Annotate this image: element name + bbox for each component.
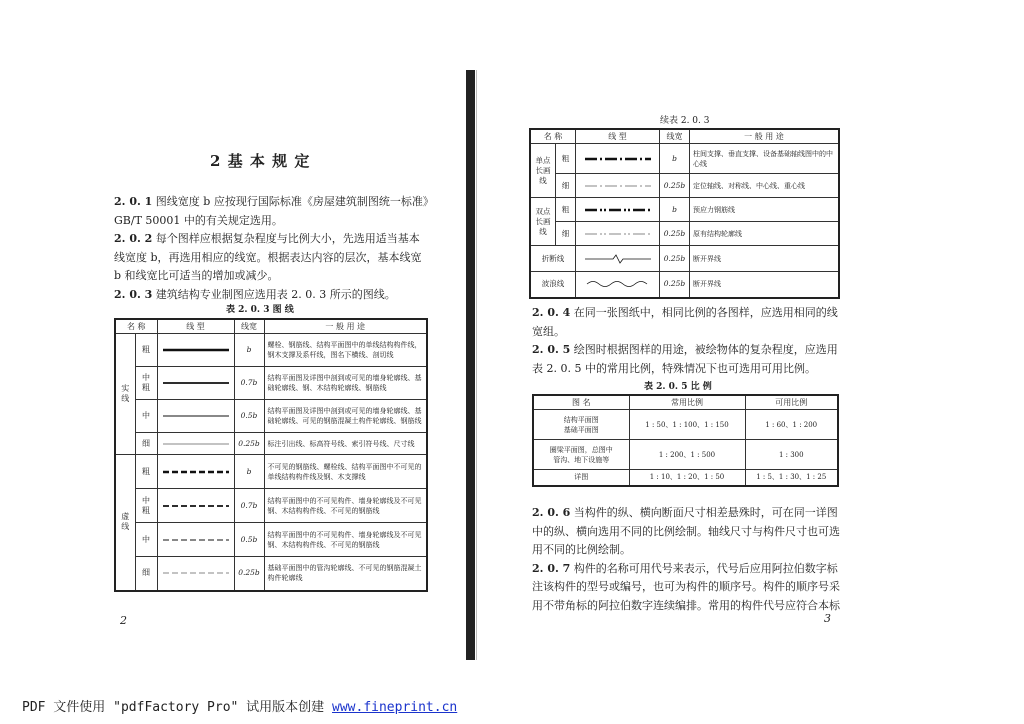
paragraph-text: 建筑结构专业制图应选用表 2. 0. 3 所示的图线。 <box>155 287 396 301</box>
paragraph-line <box>532 341 838 359</box>
paragraph-line <box>114 249 422 267</box>
paragraph-line <box>114 193 434 211</box>
line-sample-icon <box>583 254 653 264</box>
line-width: 0.5b <box>234 400 264 433</box>
footer-text: PDF 文件使用 "pdfFactory Pro" 试用版本创建 <box>22 700 333 715</box>
drawing-name: 圈梁平面图，总图中 管沟、地下设施等 <box>533 440 629 470</box>
group-name: 实线 <box>115 334 135 455</box>
drawing-name: 详图 <box>533 470 629 486</box>
line-use: 螺栓、钢筋线、结构平面图中的单线结构构件线，钢木支撑及系杆线，图名下横线、剖切线 <box>264 334 427 367</box>
line-width: 0.7b <box>234 489 264 523</box>
line-width: 0.25b <box>660 174 690 198</box>
paragraph-text: 用不带角标的阿拉伯数字连续编排。常用的构件代号应符合本标 <box>532 598 840 612</box>
table-row <box>530 222 839 246</box>
line-use: 预应力钢筋线 <box>690 198 840 222</box>
alt-scale: 1 : 60、1 : 200 <box>745 410 838 440</box>
line-width: 0.25b <box>234 433 264 455</box>
table-row <box>533 410 838 440</box>
line-sample-icon <box>583 205 653 215</box>
paragraph-text: GB/T 50001 中的有关规定选用。 <box>114 213 283 227</box>
line-width: 0.25b <box>660 246 690 272</box>
table-row <box>533 470 838 486</box>
table-row <box>115 367 427 400</box>
sub-name: 粗 <box>556 144 576 174</box>
col-header-width: 线宽 <box>660 129 690 144</box>
section-number: 2. 0. 3 <box>114 287 153 301</box>
line-sample <box>157 433 234 455</box>
scale-table <box>532 394 839 487</box>
paragraph-line <box>532 560 838 578</box>
paragraph-text: 宽组。 <box>532 324 565 338</box>
line-sample-icon <box>161 467 231 477</box>
line-sample <box>157 455 234 489</box>
sub-name: 中 <box>135 400 157 433</box>
chapter-heading: 2 基 本 规 定 <box>210 152 311 170</box>
table-row <box>115 400 427 433</box>
paragraph-text: 线宽度 b，再选用相应的线宽。根据表达内容的层次，基本线宽 <box>114 250 422 264</box>
sub-name: 细 <box>556 174 576 198</box>
line-sample-icon <box>161 568 231 578</box>
drawing-name: 结构平面图 基础平面图 <box>533 410 629 440</box>
table-row <box>530 198 839 222</box>
line-sample <box>576 222 660 246</box>
section-number: 2. 0. 4 <box>532 306 571 319</box>
line-type-table-continued <box>529 128 840 299</box>
common-scale: 1 : 10、1 : 20、1 : 50 <box>629 470 745 486</box>
paragraph-line <box>532 578 840 596</box>
sub-name: 粗 <box>135 455 157 489</box>
row-name: 波浪线 <box>530 272 576 298</box>
line-sample-icon <box>583 229 653 239</box>
paragraph-text: 用不同的比例绘制。 <box>532 543 631 556</box>
line-sample-icon <box>161 535 231 545</box>
line-width: b <box>234 334 264 367</box>
line-width: 0.25b <box>660 272 690 298</box>
col-header-use: 一 般 用 途 <box>690 129 840 144</box>
line-sample <box>576 246 660 272</box>
line-sample <box>157 334 234 367</box>
line-sample <box>157 367 234 400</box>
section-number: 2. 0. 5 <box>532 343 571 356</box>
line-use: 结构平面图及详图中剖到或可见的墙身轮廓线、基础轮廓线、钢、木结构轮廓线、钢筋线 <box>264 367 427 400</box>
line-use: 原有结构轮廓线 <box>690 222 840 246</box>
paragraph-line <box>532 323 565 341</box>
line-type-table <box>114 318 428 592</box>
line-use: 柱间支撑、垂直支撑、设备基础轴线图中的中心线 <box>690 144 840 174</box>
sub-name: 细 <box>556 222 576 246</box>
line-use: 断开界线 <box>690 246 840 272</box>
paragraph-text: 每个图样应根据复杂程度与比例大小，先选用适当基本 <box>155 232 420 245</box>
line-use: 结构平面图中的不可见构件、墙身轮廓线及不可见钢、木结构构件线、不可见的钢筋线 <box>264 489 427 523</box>
col-header-type: 线 型 <box>157 319 234 334</box>
line-width: b <box>660 198 690 222</box>
sub-name: 中粗 <box>135 367 157 400</box>
paragraph-text: 在同一张图纸中，相同比例的各图样，应选用相同的线 <box>573 306 838 319</box>
col-header-common: 常用比例 <box>629 395 745 410</box>
paragraph-text: 绘图时根据图样的用途，被绘物体的复杂程度，应选用 <box>573 343 838 356</box>
paragraph-text: 当构件的纵、横向断面尺寸相差悬殊时，可在同一详图 <box>573 506 838 519</box>
sub-name: 中 <box>135 523 157 557</box>
line-width: 0.7b <box>234 367 264 400</box>
sub-name: 中粗 <box>135 489 157 523</box>
line-width: b <box>660 144 690 174</box>
table-row <box>533 440 838 470</box>
line-use: 不可见的钢筋线、螺栓线、结构平面图中不可见的单线结构构件线及钢、木支撑线 <box>264 455 427 489</box>
col-header-width: 线宽 <box>234 319 264 334</box>
paragraph-line <box>532 304 838 322</box>
pdf-footer <box>22 696 457 715</box>
book-spine <box>466 70 475 660</box>
footer-link[interactable]: www.fineprint.cn <box>332 700 458 715</box>
table-row <box>530 272 839 298</box>
line-sample <box>576 272 660 298</box>
paragraph-line <box>532 360 816 378</box>
table-row <box>530 144 839 174</box>
paragraph-line <box>532 541 631 559</box>
line-sample <box>576 144 660 174</box>
paragraph-line <box>114 212 283 230</box>
page-number-left: 2 <box>120 614 127 627</box>
line-sample-icon <box>161 411 231 421</box>
table-row <box>115 455 427 489</box>
continued-table-caption: 续表 2. 0. 3 <box>660 116 710 126</box>
line-sample-icon <box>161 345 231 355</box>
book-spine-shadow <box>476 70 477 660</box>
table-row <box>115 334 427 367</box>
line-sample <box>157 400 234 433</box>
line-sample-icon <box>583 181 653 191</box>
line-width: 0.25b <box>660 222 690 246</box>
paragraph-line <box>114 230 420 248</box>
paragraph-text: 注该构件的型号或编号，也可为构件的顺序号。构件的顺序号采 <box>532 580 840 593</box>
table-row <box>115 557 427 591</box>
row-name: 折断线 <box>530 246 576 272</box>
scale-table-caption: 表 2. 0. 5 比 例 <box>644 382 712 392</box>
paragraph-text: 图线宽度 b 应按现行国际标准《房屋建筑制图统一标准》 <box>155 195 434 208</box>
line-width: b <box>234 455 264 489</box>
paragraph-line <box>532 523 840 541</box>
table-row <box>530 174 839 198</box>
line-width: 0.5b <box>234 523 264 557</box>
sub-name: 细 <box>135 433 157 455</box>
paragraph-line <box>114 286 396 304</box>
line-use: 基础平面图中的管沟轮廓线、不可见的钢筋混凝土构件轮廓线 <box>264 557 427 591</box>
line-use: 结构平面图及详图中剖到或可见的墙身轮廓线、基础轮廓线、可见的钢筋混凝土构件轮廓线、钢筋线 <box>264 400 427 433</box>
common-scale: 1 : 50、1 : 100、1 : 150 <box>629 410 745 440</box>
col-header-use: 一 般 用 途 <box>264 319 427 334</box>
section-number: 2. 0. 7 <box>532 561 571 575</box>
line-sample-icon <box>161 439 231 449</box>
alt-scale: 1 : 5、1 : 30、1 : 25 <box>745 470 838 486</box>
col-header-type: 线 型 <box>576 129 660 144</box>
group-name: 双点长画线 <box>530 198 556 246</box>
paragraph-text: 表 2. 0. 5 中的常用比例，特殊情况下也可选用可用比例。 <box>532 361 816 375</box>
table-row <box>115 523 427 557</box>
sub-name: 粗 <box>556 198 576 222</box>
line-sample <box>576 174 660 198</box>
paragraph-text: 构件的名称可用代号来表示，代号后应用阿拉伯数字标 <box>573 561 838 575</box>
line-sample-icon <box>161 501 231 511</box>
col-header-name: 名 称 <box>530 129 576 144</box>
line-sample <box>157 523 234 557</box>
line-use: 断开界线 <box>690 272 840 298</box>
group-name: 虚线 <box>115 455 135 591</box>
line-sample <box>157 557 234 591</box>
common-scale: 1 : 200、1 : 500 <box>629 440 745 470</box>
table-caption: 表 2. 0. 3 图 线 <box>226 305 294 315</box>
paragraph-text: b 和线宽比可适当的增加或减少。 <box>114 269 279 282</box>
line-sample <box>576 198 660 222</box>
line-sample-icon <box>161 378 231 388</box>
paragraph-line <box>114 267 279 285</box>
page-number-right: 3 <box>824 612 831 625</box>
alt-scale: 1 : 300 <box>745 440 838 470</box>
paragraph-line <box>532 597 840 615</box>
paragraph-line <box>532 504 838 522</box>
line-width: 0.25b <box>234 557 264 591</box>
table-row <box>115 433 427 455</box>
line-use: 标注引出线、标高符号线、索引符号线、尺寸线 <box>264 433 427 455</box>
table-row <box>530 246 839 272</box>
line-use: 定位轴线、对称线、中心线、重心线 <box>690 174 840 198</box>
line-sample-icon <box>583 279 653 289</box>
section-number: 2. 0. 2 <box>114 232 153 245</box>
line-sample <box>157 489 234 523</box>
paragraph-text: 中的纵、横向选用不同的比例绘制。轴线尺寸与构件尺寸也可选 <box>532 524 840 538</box>
section-number: 2. 0. 6 <box>532 506 571 519</box>
line-use: 结构平面图中的不可见构件、墙身轮廓线及不可见钢、木结构构件线、不可见的钢筋线 <box>264 523 427 557</box>
group-name: 单点长画线 <box>530 144 556 198</box>
col-header-drawing: 图 名 <box>533 395 629 410</box>
sub-name: 细 <box>135 557 157 591</box>
sub-name: 粗 <box>135 334 157 367</box>
table-row <box>115 489 427 523</box>
section-number: 2. 0. 1 <box>114 195 153 208</box>
line-sample-icon <box>583 154 653 164</box>
col-header-alt: 可用比例 <box>745 395 838 410</box>
col-header-name: 名 称 <box>115 319 157 334</box>
